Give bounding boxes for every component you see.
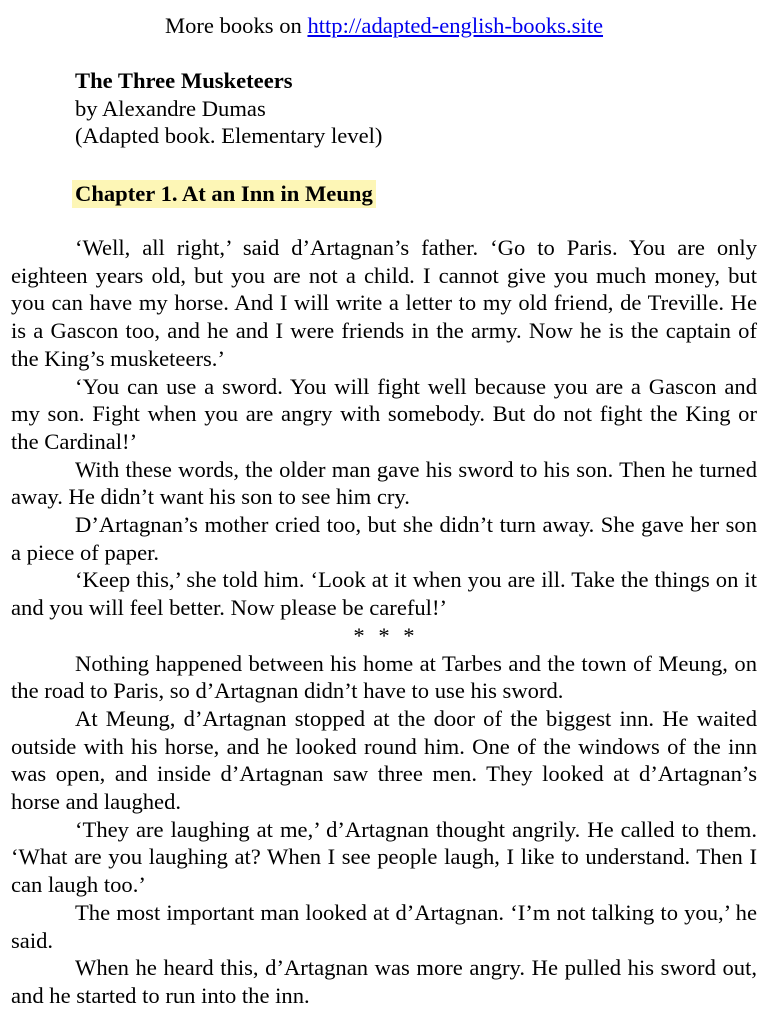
- website-link[interactable]: http://adapted-english-books.site: [307, 13, 604, 38]
- chapter-heading: Chapter 1. At an Inn in Meung: [72, 180, 376, 208]
- more-books-line: [0, 12, 768, 40]
- book-info: [75, 67, 755, 150]
- chapter-body: [11, 234, 757, 1010]
- paragraph: The most important man looked at d’Artagnan. ‘I’m not talking to you,’ he said.: [11, 899, 757, 953]
- book-author: by Alexandre Dumas: [75, 95, 266, 121]
- book-title: The Three Musketeers: [75, 68, 293, 93]
- book-level: (Adapted book. Elementary level): [75, 123, 383, 149]
- paragraph: At Meung, d’Artagnan stopped at the door of the biggest inn. He waited outside with his horse, and he looked round him. One of the windows of the inn was open, and inside d’Artagnan saw three men. They looked at d’Artagnan’s horse and laughed.: [11, 705, 757, 815]
- paragraph: D’Artagnan’s mother cried too, but she didn’t turn away. She gave her son a piece of paper.: [11, 512, 757, 565]
- paragraph: ‘Well, all right,’ said d’Artagnan’s father. ‘Go to Paris. You are only eighteen years old, but you are not a child. I cannot give you much money, but you can have my horse. And I will write a letter to my old friend, de Treville. He is a Gascon too, and he and I were friends in the army. Now he is the captain of the King’s musketeers.’: [11, 235, 757, 371]
- section-break: * * *: [353, 622, 415, 648]
- more-books-prefix: More books on: [164, 13, 308, 38]
- paragraph: ‘They are laughing at me,’ d’Artagnan thought angrily. He called to them. ‘What are you laughing at? When I see people laugh, I like to understand. Then I can laugh too.’: [11, 816, 757, 898]
- paragraph: When he heard this, d’Artagnan was more angry. He pulled his sword out, and he started to run into the inn.: [11, 955, 757, 1008]
- paragraph: ‘Keep this,’ she told him. ‘Look at it when you are ill. Take the things on it and you will feel better. Now please be careful!’: [11, 567, 757, 621]
- paragraph: With these words, the older man gave his sword to his son. Then he turned away. He didn’t want his son to see him cry.: [11, 456, 757, 510]
- paragraph: Nothing happened between his home at Tarbes and the town of Meung, on the road to Paris, so d’Artagnan didn’t have to use his sword.: [11, 650, 757, 704]
- paragraph: ‘You can use a sword. You will fight well because you are a Gascon and my son. Fight when you are angry with somebody. But do not fight the King or the Cardinal!’: [11, 373, 757, 454]
